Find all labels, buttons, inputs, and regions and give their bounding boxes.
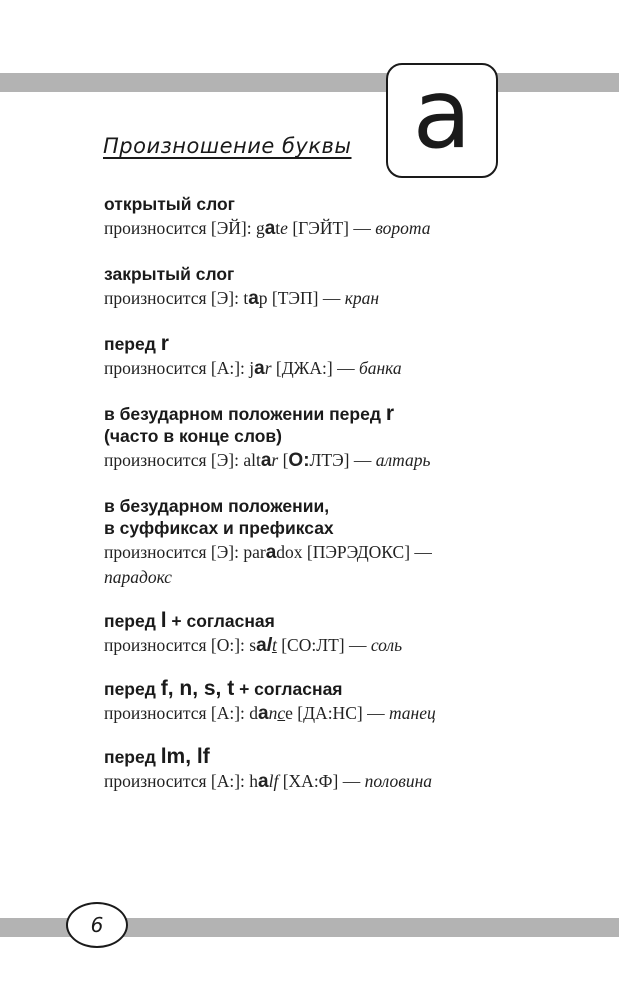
example-word-part: g bbox=[255, 218, 265, 238]
rule-heading-part: f, n, s, t bbox=[160, 677, 235, 700]
example-word-part: e bbox=[280, 218, 288, 238]
rule-heading-part: открытый слог bbox=[104, 194, 235, 214]
translation: банка bbox=[358, 358, 402, 378]
rule-heading-part: lm, lf bbox=[160, 745, 210, 768]
rule-heading bbox=[104, 678, 584, 700]
example-word-part: p bbox=[258, 288, 268, 308]
transcription-part: О: bbox=[288, 450, 310, 471]
example-word-part: a bbox=[256, 635, 267, 656]
transcription: [ХА:Ф] — bbox=[278, 771, 365, 791]
rule-heading-part: l bbox=[160, 609, 167, 632]
example-word-part: c bbox=[277, 703, 286, 723]
transcription: [ДЖА:] — bbox=[271, 358, 359, 378]
rule-item bbox=[104, 403, 584, 473]
example-word-part: d bbox=[249, 703, 259, 723]
example-word-part: t bbox=[275, 218, 281, 238]
rule-example bbox=[104, 540, 584, 590]
rule-item bbox=[104, 193, 584, 241]
example-word-part: e bbox=[285, 703, 293, 723]
rule-heading-line2: (часто в конце слов) bbox=[104, 426, 282, 446]
rule-heading bbox=[104, 495, 584, 517]
rule-prefix: произносится [Э]: bbox=[104, 288, 244, 308]
rule-heading-part: в безударном положении, bbox=[104, 496, 330, 516]
transcription-part: ЛТЭ] — bbox=[309, 450, 376, 470]
rule-example bbox=[104, 216, 584, 241]
transcription: [ПЭРЭДОКС] — bbox=[302, 542, 432, 562]
rule-example bbox=[104, 448, 584, 473]
example-word-part: a bbox=[260, 450, 272, 471]
rule-item bbox=[104, 263, 584, 311]
rule-prefix: произносится [А:]: bbox=[104, 771, 250, 791]
rule-heading-part: в безударном положении перед bbox=[104, 404, 386, 424]
rule-heading-part: перед bbox=[104, 679, 161, 699]
translation: соль bbox=[370, 635, 403, 655]
rule-prefix: произносится [А:]: bbox=[104, 358, 250, 378]
rule-heading-part: + согласная bbox=[234, 679, 343, 699]
example-word-part: a bbox=[248, 288, 259, 309]
transcription: [ТЭП] — bbox=[267, 288, 345, 308]
example-word-part: t bbox=[243, 288, 249, 308]
rule-heading-part: перед bbox=[104, 334, 161, 354]
rule-heading-part: r bbox=[160, 332, 169, 355]
rule-example bbox=[104, 769, 584, 794]
example-word-part: h bbox=[249, 771, 259, 791]
rule-example bbox=[104, 356, 584, 381]
rule-heading bbox=[104, 610, 584, 632]
rule-heading bbox=[104, 333, 584, 355]
rule-prefix: произносится [ЭЙ]: bbox=[104, 218, 256, 238]
header-band bbox=[0, 73, 619, 92]
translation: половина bbox=[364, 771, 433, 791]
transcription-part: [ bbox=[278, 450, 289, 470]
example-word-part: j bbox=[249, 358, 255, 378]
rule-prefix: произносится [Э]: bbox=[104, 542, 244, 562]
example-word-part: r bbox=[264, 358, 272, 378]
rule-item bbox=[104, 610, 584, 658]
example-word-part: a bbox=[264, 218, 276, 239]
example-word-part: a bbox=[265, 542, 277, 563]
rule-item bbox=[104, 678, 584, 726]
page-number: 6 bbox=[66, 902, 128, 948]
rule-heading-part: + согласная bbox=[166, 611, 275, 631]
example-word-part: a bbox=[258, 703, 269, 724]
rule-heading-part: перед bbox=[104, 747, 161, 767]
example-word-part: a bbox=[258, 771, 269, 792]
rule-heading bbox=[104, 263, 584, 285]
example-word-part: r bbox=[271, 450, 279, 470]
rule-example bbox=[104, 633, 584, 658]
translation: парадокс bbox=[104, 567, 172, 587]
rule-heading bbox=[104, 193, 584, 215]
rule-prefix: произносится [Э]: bbox=[104, 450, 244, 470]
transcription: [СО:ЛТ] — bbox=[276, 635, 371, 655]
translation: танец bbox=[388, 703, 436, 723]
rule-prefix: произносится [А:]: bbox=[104, 703, 250, 723]
letter-glyph: a bbox=[412, 57, 472, 170]
example-word-part: l bbox=[266, 635, 272, 656]
translation: кран bbox=[344, 288, 380, 308]
translation: алтарь bbox=[375, 450, 431, 470]
example-word-part: t bbox=[271, 635, 277, 655]
rule-heading-part: перед bbox=[104, 611, 161, 631]
pronunciation-rules bbox=[104, 193, 584, 794]
example-word-part: n bbox=[268, 703, 278, 723]
rule-heading bbox=[104, 403, 584, 425]
section-title: Произношение буквы bbox=[103, 134, 352, 158]
example-word-part: alt bbox=[243, 450, 261, 470]
rule-item bbox=[104, 746, 584, 794]
example-word-part: dox bbox=[276, 542, 303, 562]
rule-heading bbox=[104, 746, 584, 768]
rule-example bbox=[104, 286, 584, 311]
rule-item bbox=[104, 333, 584, 381]
example-word-part: s bbox=[249, 635, 257, 655]
rule-prefix: произносится [О:]: bbox=[104, 635, 250, 655]
rule-heading-part: r bbox=[385, 402, 394, 425]
example-word-part: a bbox=[254, 358, 265, 379]
rule-example bbox=[104, 701, 584, 726]
rule-item bbox=[104, 495, 584, 590]
rule-heading-part: закрытый слог bbox=[104, 264, 235, 284]
example-word-part: par bbox=[243, 542, 266, 562]
rule-heading-line2: в суффиксах и префиксах bbox=[104, 518, 334, 538]
transcription: [ГЭЙТ] — bbox=[287, 218, 376, 238]
example-word-part: lf bbox=[268, 771, 279, 791]
translation: ворота bbox=[375, 218, 431, 238]
letter-badge bbox=[386, 57, 498, 178]
transcription: [ДА:НС] — bbox=[292, 703, 389, 723]
